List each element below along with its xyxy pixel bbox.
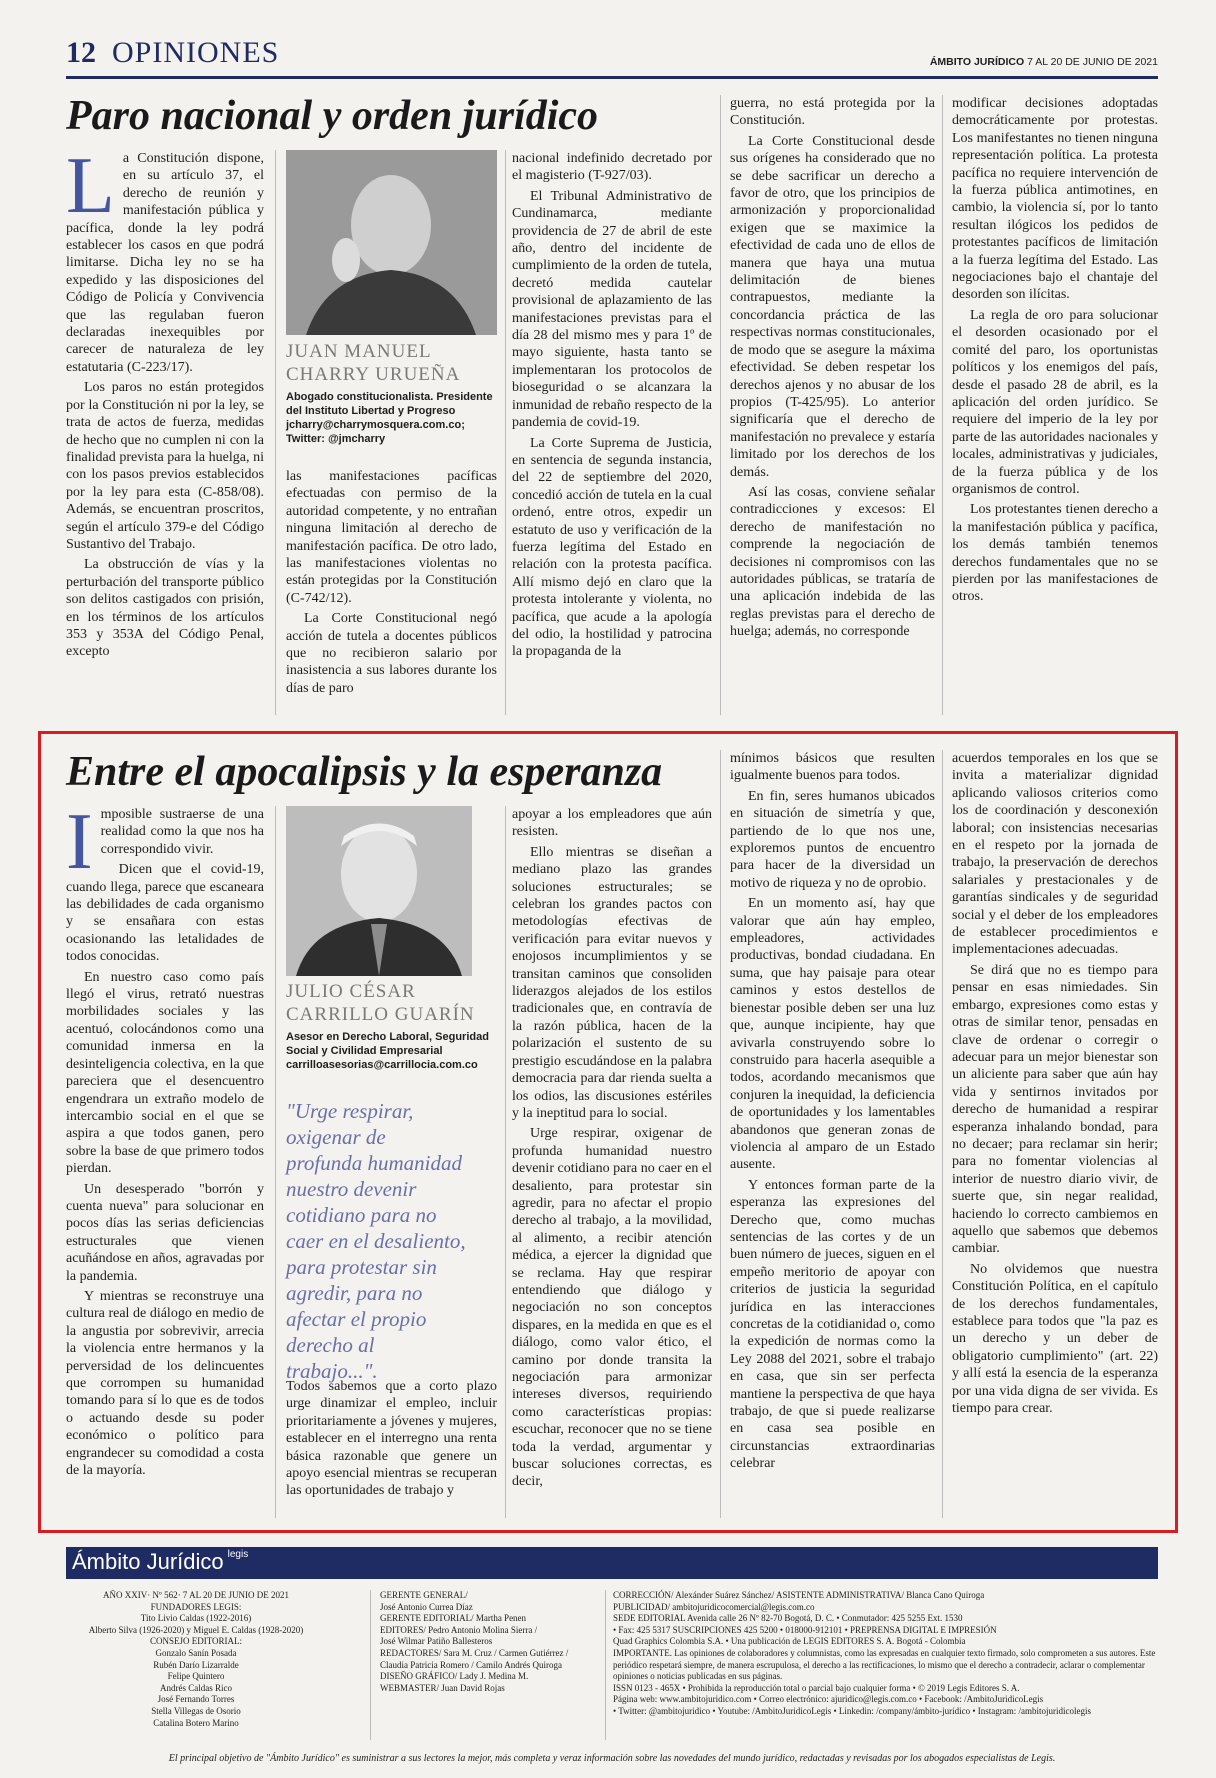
footer-line: Andrés Caldas Rico xyxy=(160,1682,232,1693)
paragraph: En un momento así, hay que valorar que aún hay empleo, empleadores, actividades productivas, bondad ciudadana. En suma, que hay paisaje para otear caminos y estos destellos de bienestar posible deben ser una luz que, aunque incipiente, hay que avivarla construyendo sobre lo construido para hacerla asequible a todos, acordando mecanismos que conjuren la inequidad, la deficiencia de oportunidades y los lamentables abandonos que generan zonas de violencia al amparo de un Estado ausente. xyxy=(730,896,935,1173)
paragraph: El Tribunal Administrativo de Cundinamarca, mediante providencia de 27 de abril de este año, dentro del incidente de cumplimiento de la orden de tutela, decretó medida cautelar provisional de aplazamiento de las manifestaciones previstas para el día 28 del mismo mes y para 1º de mayo siguiente, hasta tanto se implementaran los protocolos de bioseguridad o se alcanzara la inmunidad de rebaño respecto de la pandemia de covid-19. xyxy=(512,188,712,431)
paragraph: acuerdos temporales en los que se invita a materializar dignidad aplicando valiosos criterios como los de coordinación y desconexión laboral; con insistencias necesarias en el respeto por la jornada de trabajo, la preservación de derechos salariales y prestacionales y de garantías sindicales y de seguridad social y el deber de los empleadores de establecer procedimientos e implementaciones adecuadas. xyxy=(952,751,1158,958)
drop-cap: I xyxy=(66,806,93,886)
paragraph: Dicen que el covid-19, cuando llega, parece que escaneara las debilidades de cada organismo y se ensañara con estas ocasionando las letalidades de todos conocidas. xyxy=(66,862,264,965)
paragraph: En fin, seres humanos ubicados en situación de simetría y que, partiendo de lo que nos une, exploremos puntos de encuentro para hacer de la diversidad un motivo de riqueza y no de oprobio. xyxy=(730,788,935,891)
column-divider xyxy=(370,1590,371,1740)
date-text: 7 AL 20 DE JUNIO DE 2021 xyxy=(1027,56,1158,68)
masthead-title: Ámbito Jurídico xyxy=(72,1549,224,1574)
footer-credits xyxy=(66,1590,326,1729)
paragraph: Y mientras se reconstruye una cultura real de diálogo en medio de la angustia por sobrevivir, arrecia la violencia entre hermanos y la perversidad de los delincuentes que corrompen su humanidad tomando para sí lo que es de todos o actuando desde su poder económico o político para engrandecer su comodidad a costa de la mayoría. xyxy=(66,1288,264,1479)
footer-line: Catalina Botero Marino xyxy=(153,1717,239,1728)
paragraph: apoyar a los empleadores que aún resisten. xyxy=(512,807,712,840)
mission-statement: El principal objetivo de "Ámbito Jurídico" es suministrar a sus lectores la mejor, más completa y veraz información sobre las novedades del mundo jurídico, redactadas y revisadas por los abogados especialistas de Legis. xyxy=(168,1753,1056,1764)
author-info xyxy=(286,980,497,1072)
author-name: JUAN MANUEL CHARRY URUEÑA xyxy=(286,341,461,385)
pull-quote: "Urge respirar, oxigenar de profunda humanidad nuestro devenir cotidiano para no caer en el desaliento, para protestar sin agredir, para no afectar el propio derecho al trabajo...". xyxy=(286,1099,466,1383)
paragraph: La regla de oro para solucionar el desorden ocasionado por el comité del paro, los oportunistas políticos y los enemigos del país, desde el pasado 28 de abril, es la aplicación del orden jurídico. Se requiere del imperio de la ley por parte de las autoridades nacionales y locales, administrativas y judiciales, de la fuerza pública y de los organismos de control. xyxy=(952,307,1158,497)
paragraph: Ello mientras se diseñan a mediano plazo las grandes soluciones estructurales; se celebran los grandes pactos con metodologías efectivas de verificación para evitar nuevos y enojosos incumplimientos y se transitan caminos que consoliden liderazgos alejados de los estilos tradicionales que, en contravía de la razón pública, hacen de la polarización el sustento de su prestigio escudándose en la palabra democracia para dar rienda suelta a los odios, las discusiones estériles y la ineptitud para lo social. xyxy=(512,844,712,1121)
author-role: Abogado constitucionalista. Presidente del Instituto Libertad y Progreso jcharry@charrymosquera.com.co; Twitter: @jmcharry xyxy=(286,391,493,445)
masthead-band xyxy=(66,1547,1158,1579)
paragraph: guerra, no está protegida por la Constitución. xyxy=(730,96,935,129)
column-divider xyxy=(942,95,943,715)
footer-line: • Fax: 425 5317 SUSCRIPCIONES 425 5200 • 018000-912101 • PREPRENSA DIGITAL E IMPRESIÓN xyxy=(613,1624,997,1635)
paragraph: Así las cosas, conviene señalar contradicciones y excesos: El derecho de manifestación no comprende la negociación de decisiones ni compromisos con las autoridades públicas, se trataría de una aplicación indebida de las reglas previstas para el derecho de huelga; además, no corresponde xyxy=(730,484,935,640)
footer-line: ISSN 0123 - 465X • Prohibida la reproducción total o parcial bajo cualquier forma • © 2019 Legis Editores S. A. xyxy=(613,1682,1020,1693)
paragraph: a Constitución dispone, en su artículo 37, el derecho de reunión y manifestación pública y pacífica, donde la ley podrá establecer los casos en que podrá limitarse. Dicha ley no se ha expedido y las disposiciones del Código de Policía y Convivencia que las regulaban fueron declaradas inexequibles por carecer de naturaleza de ley estatutaria (C-223/17). xyxy=(66,151,264,375)
author-role: Asesor en Derecho Laboral, Seguridad Social y Civilidad Empresarial carrilloasesorias@carrillocia.com.co xyxy=(286,1031,489,1071)
article2-title: Entre el apocalipsis y la esperanza xyxy=(66,749,663,795)
footer-line: CORRECCIÓN/ Alexánder Suárez Sánchez/ ASISTENTE ADMINISTRATIVA/ Blanca Cano Quiroga xyxy=(613,1590,985,1600)
paragraph: Un desesperado "borrón y cuenta nueva" para solucionar en pocos días las serias deficiencias estructurales que vienen acuñándose en años, agravadas por la pandemia. xyxy=(66,1181,264,1284)
paragraph: La obstrucción de vías y la perturbación del transporte público son delitos castigados con prisión, en los términos de los artículos 353 y 353A del Código Penal, excepto xyxy=(66,557,264,660)
drop-cap: L xyxy=(66,150,115,230)
footer-line: José Fernando Torres xyxy=(157,1694,235,1705)
column-divider xyxy=(275,806,276,1518)
footer-line: WEBMASTER/ Juan David Rojas xyxy=(380,1682,505,1693)
paragraph: nacional indefinido decretado por el magisterio (T-927/03). xyxy=(512,151,712,184)
footer-line: REDACTORES/ Sara M. Cruz / Carmen Gutiérrez / xyxy=(380,1647,569,1658)
column-divider xyxy=(720,750,721,1518)
article2-col1-text xyxy=(66,806,264,1479)
column-divider xyxy=(505,806,506,1518)
page-number: 12 xyxy=(66,36,96,69)
paragraph: Urge respirar, oxigenar de profunda humanidad nuestro devenir cotidiano para no caer en el desaliento, para protestar sin agredir, para no afectar el propio derecho al trabajo, a la movilidad, al alimento, a recibir atención médica, a ejercer la dignidad que se reclama. Hay que respirar entendiendo que diálogo y negociación no son conceptos dispares, en la medida en que es el diálogo, como valor ético, el camino por donde transita la negociación para armonizar intereses diversos, requiriendo como características propias: escuchar, reconocer que no se tiene toda la verdad, argumentar y buscar soluciones correctas, es decir, xyxy=(512,1126,712,1490)
masthead-legis: legis xyxy=(227,1549,249,1560)
paragraph: La Corte Constitucional negó acción de tutela a docentes públicos que no recibieron salario por inasistencia a sus labores durante los días de paro xyxy=(286,611,497,696)
paragraph: Los protestantes tienen derecho a la manifestación pública y pacífica, los demás también tenemos derechos fundamentales que no se pierden por las manifestaciones de otros. xyxy=(952,502,1158,605)
paragraph: Todos sabemos que a corto plazo urge dinamizar el empleo, incluir prioritariamente a jóvenes y mujeres, establecer en el interregno una renta básica razonable que genere un apoyo esencial mientras se recuperan las oportunidades de trabajo y xyxy=(286,1379,497,1499)
column-divider xyxy=(720,95,721,715)
footer-line: Alberto Silva (1926-2020) y Miguel E. Caldas (1928-2020) xyxy=(88,1624,304,1635)
footer-info xyxy=(613,1590,1158,1718)
section-title: OPINIONES xyxy=(112,36,280,69)
footer-line: Tito Livio Caldas (1922-2016) xyxy=(140,1613,252,1624)
footer-line: PUBLICIDAD/ ambitojuridicocomercial@legis.com.co xyxy=(613,1601,815,1612)
paragraph: las manifestaciones pacíficas efectuadas con permiso de la autoridad competente, y no entrañan ninguna limitación al derecho de manifestación pacífica. De otro lado, las manifestaciones violentas no están protegidas por la Constitución (C-742/12). xyxy=(286,469,497,606)
article2-col3 xyxy=(512,806,712,1518)
footer-line: Gonzalo Sanín Posada xyxy=(155,1647,237,1658)
article1-title: Paro nacional y orden jurídico xyxy=(66,93,599,139)
footer-line: Quad Graphics Colombia S.A. • Una publicación de LEGIS EDITORES S. A. Bogotá - Colombia xyxy=(613,1636,966,1647)
footer-line: Stella Villegas de Osorio xyxy=(151,1705,241,1716)
article1-col5 xyxy=(952,95,1158,715)
masthead-logo xyxy=(72,1549,248,1575)
paragraph: mínimos básicos que resulten igualmente buenos para todos. xyxy=(730,751,935,784)
article2-col1 xyxy=(66,806,264,1518)
paragraph: La Corte Suprema de Justicia, en sentencia de segunda instancia, del 22 de septiembre del 2020, concedió acción de tutela en la cual ordenó, entre otros, expedir un estatuto de uso y verificación de la fuerza legítima del Estado en relación con la protesta pacífica. Allí mismo dejó en claro que la protesta intolerante y violenta, no pacífica, que acude a la apología del odio, la hostilidad y patrocina la propaganda de la xyxy=(512,435,712,660)
page-header xyxy=(66,36,1158,76)
footer-line: DISEÑO GRÁFICO/ Lady J. Medina M. xyxy=(380,1671,529,1682)
paper-name: ÁMBITO JURÍDICO xyxy=(929,56,1025,68)
footer-line: Página web: www.ambitojuridico.com • Correo electrónico: ajuridico@legis.com.co • Facebook: /AmbitoJuridicoLegis xyxy=(613,1694,1044,1705)
article1-col1 xyxy=(66,150,264,715)
paragraph: No olvidemos que nuestra Constitución Política, en el capítulo de los derechos fundamentales, establece para todos que "la paz es un derecho y un deber de obligatorio cumplimiento" (art. 22) y allí está la esencia de la esperanza por una vida digna de ser vivida. Es tiempo para crear. xyxy=(952,1261,1158,1417)
footer-line: AÑO XXIV· Nº 562· 7 AL 20 DE JUNIO DE 2021 xyxy=(103,1590,289,1600)
footer-line: CONSEJO EDITORIAL: xyxy=(149,1636,243,1647)
footer-line: José Antonio Currea Díaz xyxy=(380,1601,473,1612)
footer-line: • Twitter: @ambitojuridico • Youtube: /AmbitoJuridicoLegis • Linkedin: /company/ámbito-jurídico • Instagram: /ambitojuridicolegis xyxy=(613,1705,1092,1716)
column-divider xyxy=(275,150,276,715)
footer-line: IMPORTANTE. Las opiniones de colaboradores y columnistas, como las expresadas en cualquier texto firmado, solo comprometen a sus autores. Este periódico respetará siempre, de manera escrupulosa, el derecho a las rectificaciones, lo mismo que el derecho a contradecir, aclarar o complementar opiniones o noticias publicadas en sus páginas. xyxy=(613,1647,1156,1682)
author-name: JULIO CÉSAR CARRILLO GUARÍN xyxy=(286,981,475,1025)
author-photo xyxy=(286,150,497,335)
author-info xyxy=(286,340,497,446)
paragraph: modificar decisiones adoptadas democráticamente por protestas. Los manifestantes no tienen ninguna representación política. La protesta pacífica no requiere intervención de la fuerza pública antimotines, en cambio, la violencia sí, por lo tanto resultan ilógicos los pedidos de protestantes pacíficos de limitación a la fuerza legítima del Estado. Las negociaciones bajo el chantaje del desorden son ilícitas. xyxy=(952,96,1158,303)
article2-col4 xyxy=(730,750,935,1518)
footer-line: GERENTE GENERAL/ xyxy=(380,1590,468,1600)
author-photo xyxy=(286,806,472,976)
article1-col2 xyxy=(286,468,497,715)
footer-line: SEDE EDITORIAL Avenida calle 26 Nº 82-70 Bogotá, D. C. • Conmutador: 425 5255 Ext. 1530 xyxy=(613,1613,963,1624)
paragraph: mposible sustraerse de una realidad como la que nos ha correspondido vivir. xyxy=(100,807,264,857)
header-rule xyxy=(66,76,1158,79)
paragraph: En nuestro caso como país llegó el virus, retrató nuestras morbilidades sociales y las acentuó, colocándonos como una comunidad inmersa en la desinteligencia colectiva, en la que pareciera que el desencuentro engendrara un extraño modelo de intercambio social en el que se aspira a que todos ganen, pero sobre la base de que primero todos pierdan. xyxy=(66,969,264,1177)
footer-line: GERENTE EDITORIAL/ Martha Penen xyxy=(380,1613,527,1624)
paragraph: Los paros no están protegidos por la Constitución ni por la ley, se trata de actos de fuerza, medidas de hecho que no cumplen ni con la finalidad prevista para la huelga, ni con los pasos previos establecidos por la ley para esta (C-858/08). Además, se encuentran proscritos, según el artículo 379-e del Código Sustantivo del Trabajo. xyxy=(66,380,264,552)
article2-col5 xyxy=(952,750,1158,1518)
footer-line: FUNDADORES LEGIS: xyxy=(150,1601,242,1612)
column-divider xyxy=(942,750,943,1518)
article2-col2 xyxy=(286,1378,497,1518)
footer-staff xyxy=(380,1590,595,1694)
article1-col1-text xyxy=(66,150,264,661)
column-divider xyxy=(505,150,506,715)
column-divider xyxy=(605,1590,606,1740)
article1-col3 xyxy=(512,150,712,715)
paragraph: Y entonces forman parte de la esperanza las expresiones del Derecho que, como muchas sentencias de las cortes y de un buen número de jueces, siguen en el empeño meritorio de apoyar con criterios de justicia la seguridad jurídica en las interacciones concretas de la cotidianidad o, como la expedición de normas como la Ley 2088 del 2021, sobre el trabajo en casa, que sin ser perfecta mantiene la perspectiva de que haya trabajo, de que si puede realizarse en casa sea posible en circunstancias extraordinarias celebrar xyxy=(730,1177,935,1472)
footer-line: Rubén Darío Lizarralde xyxy=(153,1659,239,1670)
footer-line: EDITORES/ Pedro Antonio Molina Sierra / xyxy=(380,1624,538,1635)
article1-col4 xyxy=(730,95,935,715)
paragraph: Se dirá que no es tiempo para pensar en esas nimiedades. Sin embargo, expresiones como estas y otras de similar tenor, pensadas en clave de ordenar o corregir o adecuar para un mejor bienestar son un aliciente para saber que aún hay vida y sentirnos invitados por derecho de humanidad a respirar esperanza inhalando bondad, para no decaer; para reclamar sin herir; para no fomentar violencias al interior de nuestro diario vivir, de suerte que, sin negar realidad, haciendo lo correcto cambiemos en aquello que sabemos que debemos cambiar. xyxy=(952,962,1158,1257)
paragraph: La Corte Constitucional desde sus orígenes ha considerado que no se debe sacrificar un derecho a favor de otro, que los principios de armonización y proporcionalidad exigen que se maximice la efectividad de cada uno de ellos de manera que haya una mutua delimitación de bienes contrapuestos, mediante la concordancia práctica de las respectivas normas constitucionales, de modo que se asegure la máxima efectividad. Se deben respetar los derechos ajenos y no abusar de los propios (T-425/95). Lo anterior significaría que el derecho de manifestación no prevalece y estaría limitado por los derechos de los demás. xyxy=(730,133,935,480)
footer-line: Claudia Patricia Romero / Camilo Andrés Quiroga xyxy=(380,1659,562,1670)
issue-date xyxy=(930,56,1158,68)
footer-line: José Wilmar Patiño Ballesteros xyxy=(380,1636,493,1647)
footer-line: Felipe Quintero xyxy=(167,1671,225,1682)
